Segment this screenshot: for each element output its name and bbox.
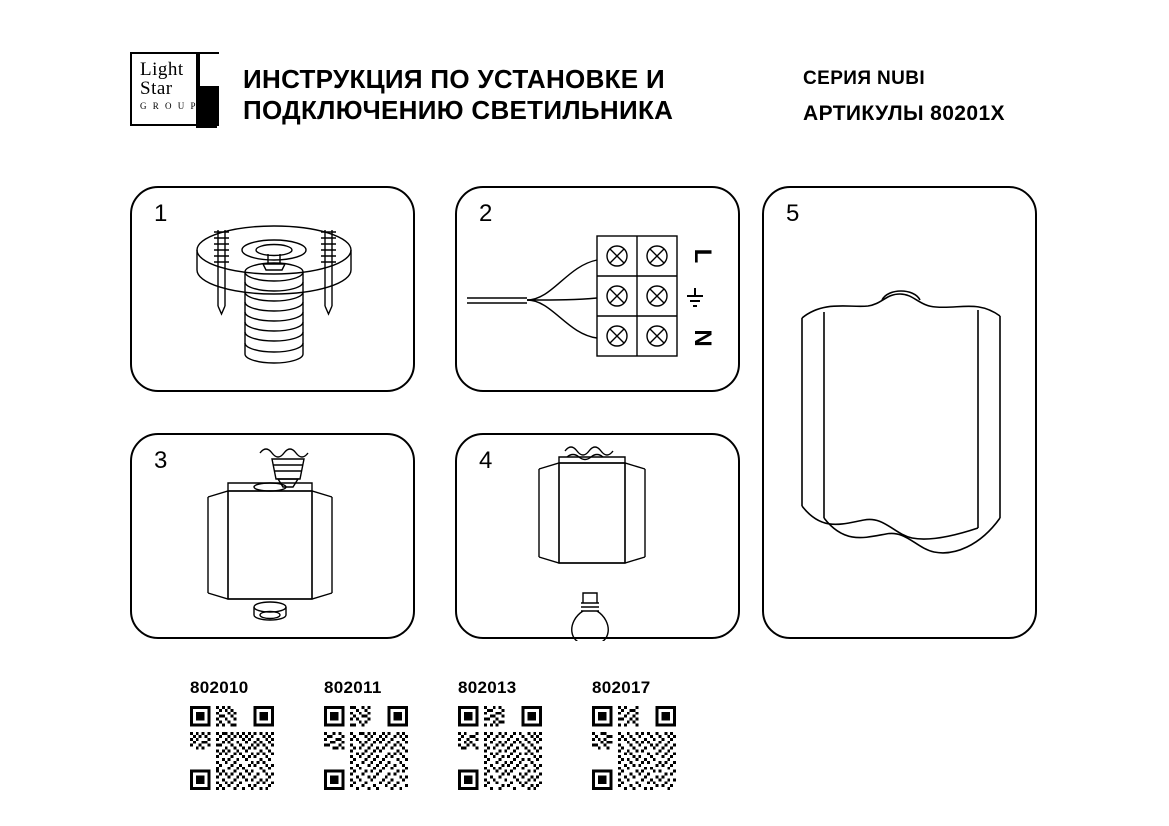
step-4-illustration <box>457 435 742 641</box>
logo-white-notch <box>200 54 221 86</box>
step-number-3: 3 <box>154 447 168 474</box>
step-number-1: 1 <box>154 200 168 227</box>
qr-label-0: 802010 <box>190 678 249 697</box>
label-neutral: N <box>689 329 716 347</box>
step-panel-2 <box>455 186 740 392</box>
step-2-illustration <box>457 188 742 394</box>
logo-line-1: Light <box>140 59 184 80</box>
logo-line-2: Star <box>140 78 173 99</box>
label-live: L <box>689 248 716 264</box>
qr-block-0 <box>190 678 274 790</box>
qr-code-1 <box>324 706 408 790</box>
qr-label-1: 802011 <box>324 678 382 697</box>
articles-label: АРТИКУЛЫ 80201X <box>803 102 1005 125</box>
qr-block-3 <box>592 678 676 790</box>
earth-symbol <box>687 288 703 306</box>
qr-block-1 <box>324 678 408 790</box>
qr-label-3: 802017 <box>592 678 651 697</box>
step-panel-5 <box>762 186 1037 639</box>
qr-block-2 <box>458 678 542 790</box>
lightstar-group-logo <box>130 52 219 126</box>
step-3-illustration <box>132 435 417 641</box>
page-title: ИНСТРУКЦИЯ ПО УСТАНОВКЕ И ПОДКЛЮЧЕНИЮ СВЕТИЛЬНИКА <box>243 64 674 125</box>
step-number-4: 4 <box>479 447 493 474</box>
step-panel-1 <box>130 186 415 392</box>
qr-code-0 <box>190 706 274 790</box>
logo-text <box>132 54 200 124</box>
series-label: СЕРИЯ NUBI <box>803 68 926 89</box>
step-number-5: 5 <box>786 200 800 227</box>
qr-code-3 <box>592 706 676 790</box>
step-5-illustration <box>764 188 1039 641</box>
step-number-2: 2 <box>479 200 493 227</box>
step-panel-4 <box>455 433 740 639</box>
qr-code-2 <box>458 706 542 790</box>
qr-label-2: 802013 <box>458 678 517 697</box>
step-1-illustration <box>132 188 417 394</box>
step-panel-3 <box>130 433 415 639</box>
logo-line-3: G R O U P <box>140 101 198 111</box>
